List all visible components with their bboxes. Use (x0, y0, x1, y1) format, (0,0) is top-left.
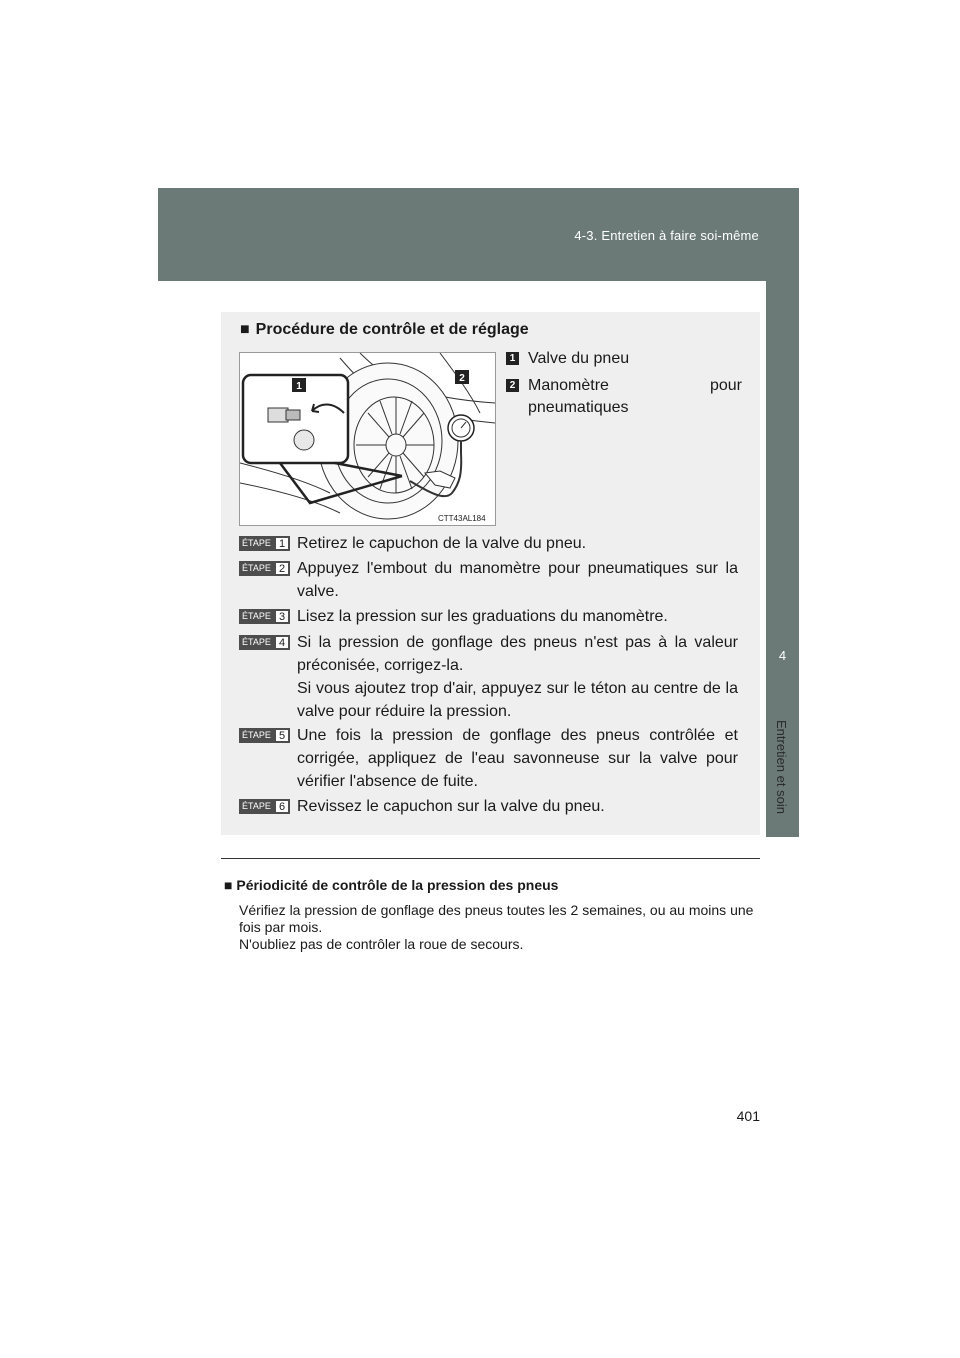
note-title (224, 877, 558, 893)
chapter-label (766, 716, 799, 836)
note-line: N'oubliez pas de contrôler la roue de secours. (239, 936, 524, 952)
step-badge: ÉTAPE 5 (239, 728, 290, 743)
figure-code: CTT43AL184 (438, 514, 486, 523)
step-badge: ÉTAPE 1 (239, 536, 290, 551)
step-text: Une fois la pression de gonflage des pneus contrôlée et corrigée, appliquez de l'eau savonneuse sur la valve pour vérifier l'absence de fuite. (297, 727, 738, 790)
step-text: Retirez le capuchon de la valve du pneu. (297, 535, 587, 552)
step-badge: ÉTAPE 6 (239, 799, 290, 814)
chapter-label-text: Entretien et soin (774, 720, 789, 814)
step-text: Revissez le capuchon sur la valve du pneu. (297, 798, 605, 815)
step-text: Si la pression de gonflage des pneus n'est pas à la valeur préconisée, corrigez-la. Si vous ajoutez trop d'air, appuyez sur le téton au centre de la valve pour réduire la pression. (297, 634, 738, 720)
step-badge: ÉTAPE 4 (239, 635, 290, 650)
header-band (158, 188, 799, 281)
legend-marker-2: 2 (506, 379, 519, 392)
step-text: Appuyez l'embout du manomètre pour pneumatiques sur la valve. (297, 560, 738, 600)
legend-text-gauge-line2: pneumatiques (528, 399, 629, 416)
procedure-title (240, 321, 529, 339)
black-square-bullet-icon: ■ (224, 877, 237, 893)
black-square-bullet-icon: ■ (240, 321, 250, 338)
note-line: Vérifiez la pression de gonflage des pneus toutes les 2 semaines, ou au moins une fois par mois. (239, 902, 754, 935)
procedure-title-text: Procédure de contrôle et de réglage (255, 321, 529, 338)
legend-item-gauge (506, 375, 742, 423)
callout-2: 2 (459, 373, 465, 384)
step-badge: ÉTAPE 2 (239, 561, 290, 576)
step-text: Lisez la pression sur les graduations du manomètre. (297, 608, 668, 625)
tire-gauge-drawing (240, 353, 495, 525)
legend-text-valve: Valve du pneu (528, 350, 630, 367)
callout-1: 1 (296, 381, 302, 392)
chapter-number: 4 (778, 648, 787, 663)
legend-text-gauge-line1: Manomètre pour (528, 377, 742, 394)
section-title: 4-3. Entretien à faire soi-même (574, 228, 759, 243)
legend-marker-1: 1 (506, 352, 519, 365)
step-badge: ÉTAPE 3 (239, 609, 290, 624)
page-number: 401 (736, 1108, 760, 1124)
note-title-text: Périodicité de contrôle de la pression des pneus (236, 877, 559, 893)
section-divider (221, 858, 760, 859)
tire-pressure-illustration (239, 352, 496, 526)
note-body (239, 902, 761, 953)
